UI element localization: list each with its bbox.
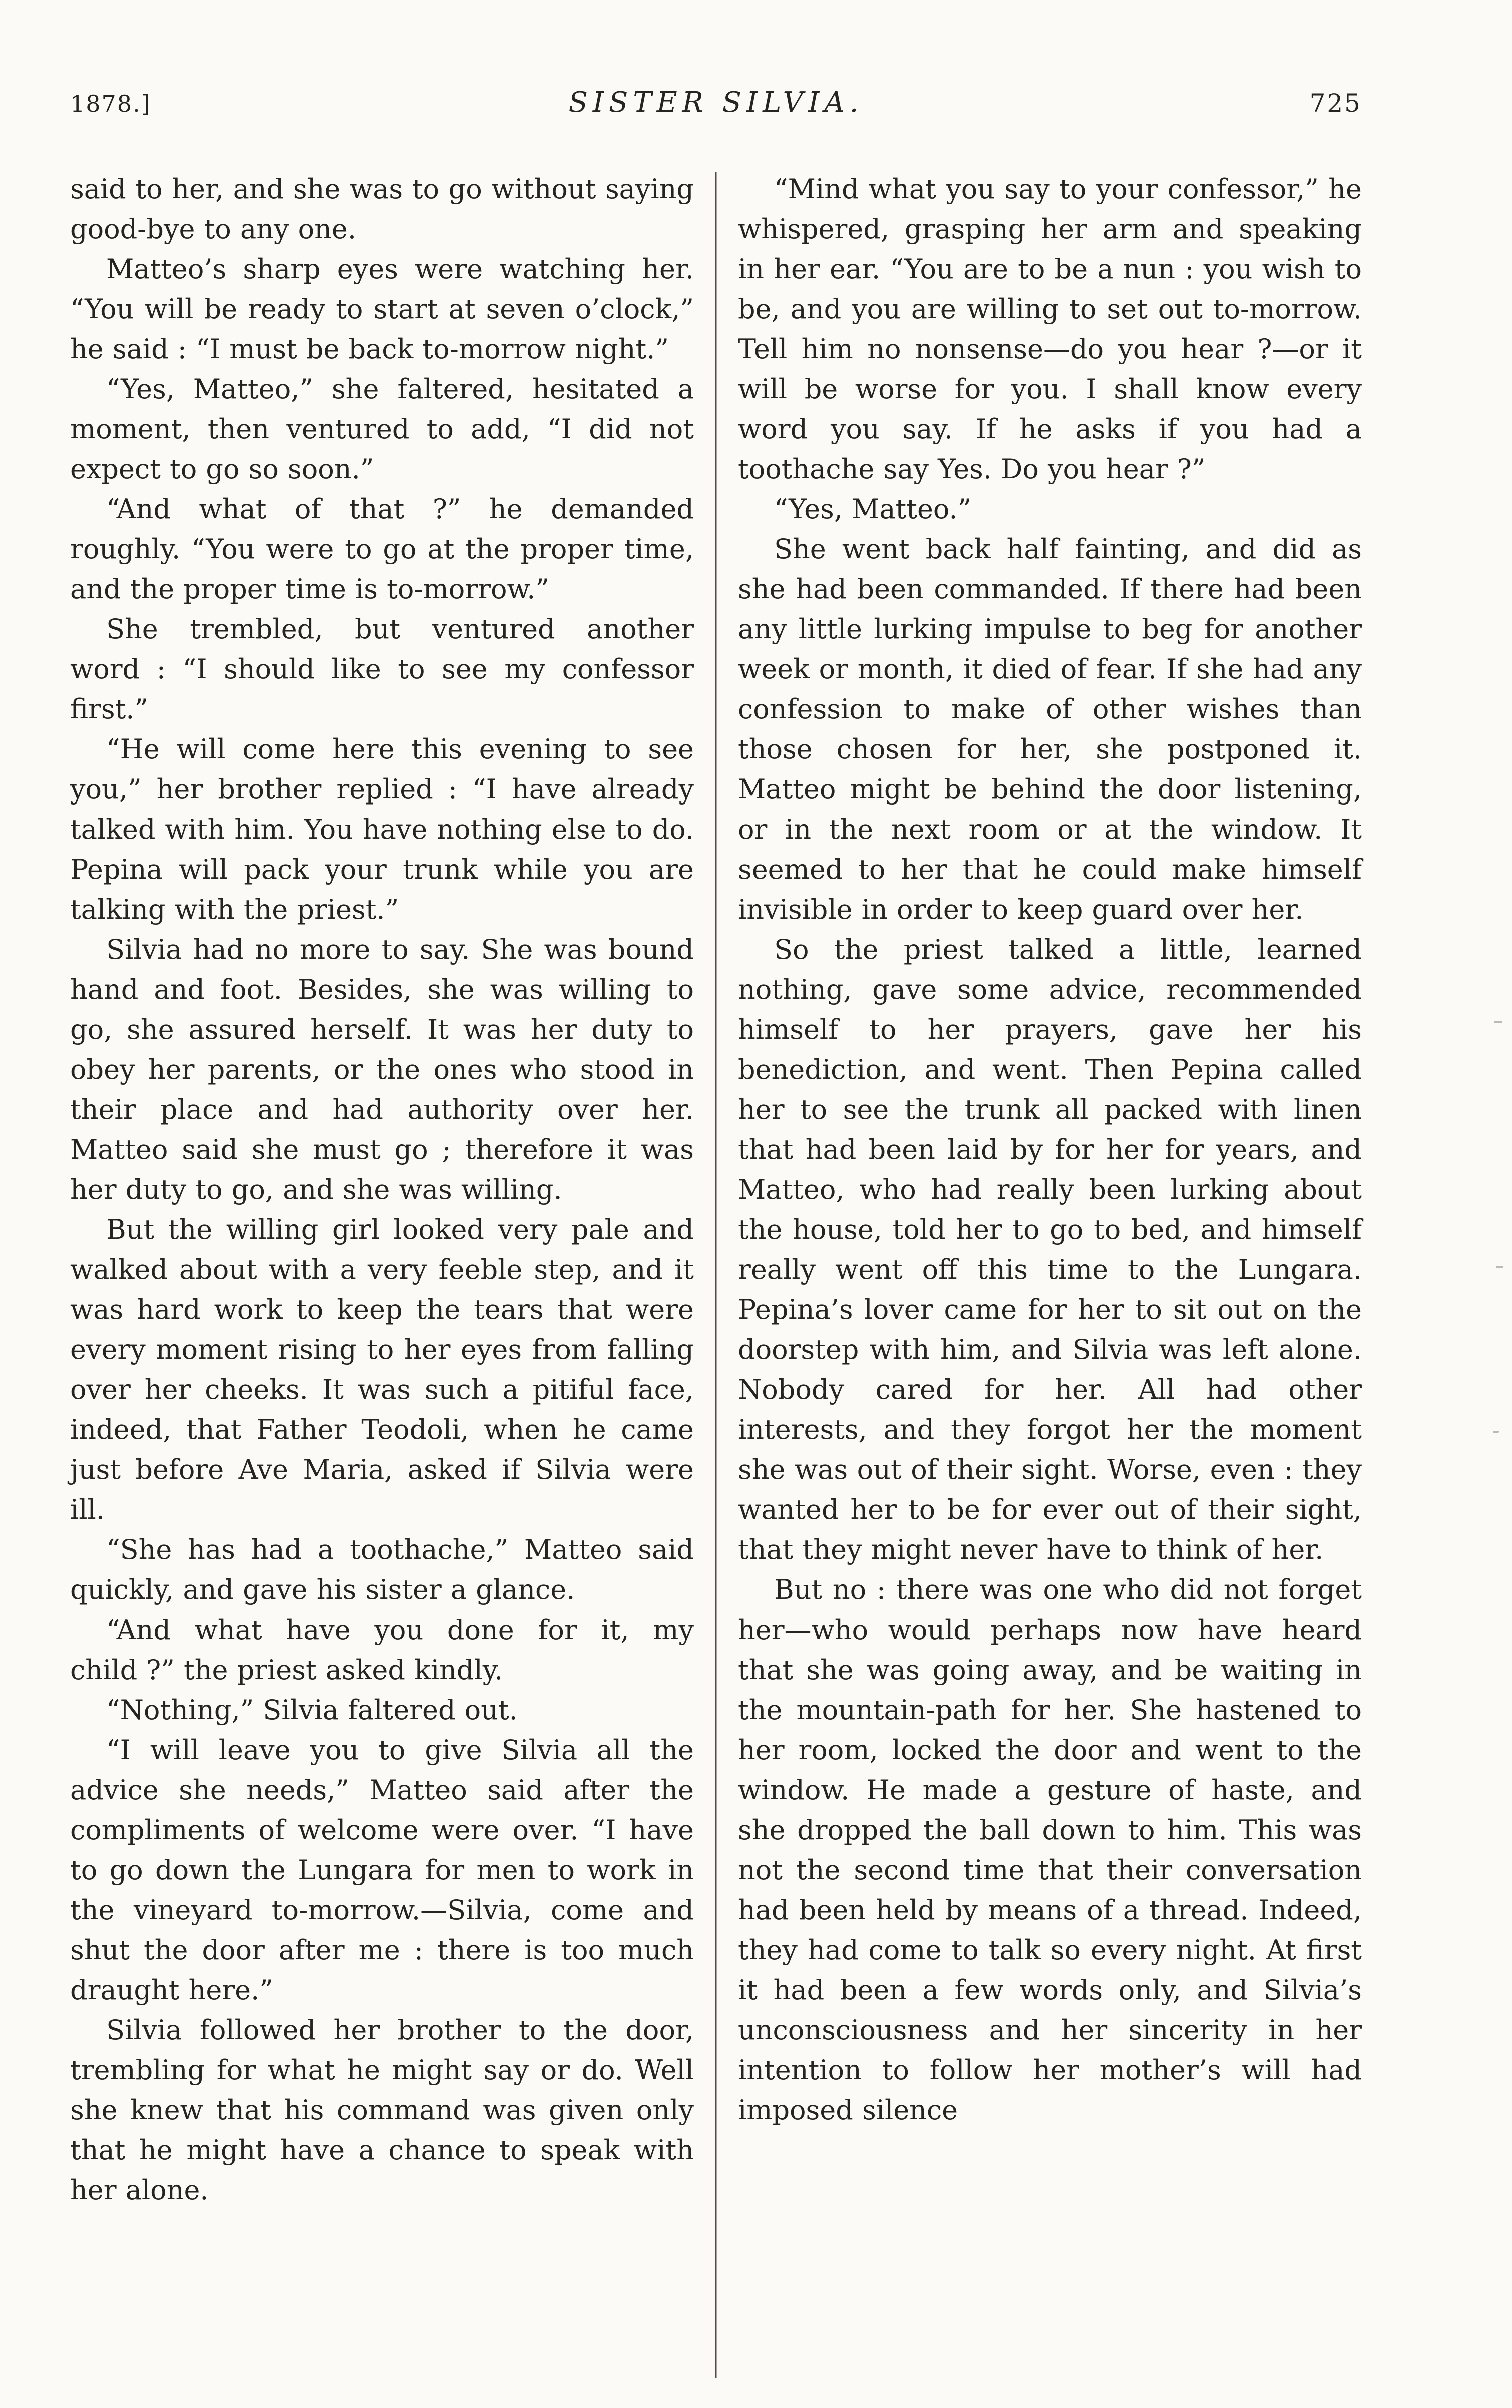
page-header: [70, 86, 1362, 119]
text-columns: [70, 169, 1362, 2408]
paragraph: “And what of that ?” he demanded roughly. “You were to go at the proper time, and the proper time is to-morrow.”: [70, 493, 694, 605]
paragraph: said to her, and she was to go without saying good-bye to any one.: [70, 173, 694, 245]
paragraph: Silvia followed her brother to the door, trembling for what he might say or do. Well she knew that his command was given only that he might have a chance to speak with her alone.: [70, 2014, 694, 2206]
page-number: 725: [1309, 89, 1362, 118]
paragraph: “I will leave you to give Silvia all the advice she needs,” Matteo said after the compliments of welcome were over. “I have to go down the Lungara for men to work in the vineyard to-morrow.—Silvia, come and shut the door after me : there is too much draught here.”: [70, 1734, 694, 2006]
scan-artifact: [1493, 1431, 1499, 1433]
column-divider-rule: [715, 172, 717, 2378]
paragraph: “He will come here this evening to see you,” her brother replied : “I have already talked with him. You have nothing else to do. Pepina will pack your trunk while you are talking with the priest.”: [70, 733, 694, 925]
paragraph: “She has had a toothache,” Matteo said quickly, and gave his sister a glance.: [70, 1534, 694, 1606]
paragraph: But the willing girl looked very pale and walked about with a very feeble step, and it was hard work to keep the tears that were every moment rising to her eyes from falling over her cheeks. It was such a pitiful face, indeed, that Father Teodoli, when he came just before Ave Maria, asked if Silvia were ill.: [70, 1214, 694, 1525]
paragraph: “And what have you done for it, my child ?” the priest asked kindly.: [70, 1614, 694, 1686]
paragraph: She trembled, but ventured another word : “I should like to see my confessor first.”: [70, 613, 694, 725]
left-column: [70, 169, 694, 2408]
paragraph: “Yes, Matteo.”: [774, 493, 972, 525]
paragraph: Matteo’s sharp eyes were watching her. “You will be ready to start at seven o’clock,” he said : “I must be back to-morrow night.”: [70, 253, 694, 365]
paragraph: “Nothing,” Silvia faltered out.: [106, 1694, 518, 1726]
paragraph: Silvia had no more to say. She was bound hand and foot. Besides, she was willing to go, she assured herself. It was her duty to obey her parents, or the ones who stood in their place and had authority over her. Matteo said she must go ; therefore it was her duty to go, and she was willing.: [70, 934, 694, 1205]
page-title: SISTER SILVIA.: [568, 86, 864, 119]
paragraph: She went back half fainting, and did as she had been commanded. If there had been any little lurking impulse to beg for another week or month, it died of fear. If she had any confession to make of other wishes than those chosen for her, she postponed it. Matteo might be behind the door listening, or in the next room or at the window. It seemed to her that he could make himself invisible in order to keep guard over her.: [738, 533, 1362, 925]
scan-artifact: [1496, 1266, 1503, 1268]
paragraph: “Yes, Matteo,” she faltered, hesitated a moment, then ventured to add, “I did not expect to go so soon.”: [70, 373, 694, 485]
paragraph: But no : there was one who did not forget her—who would perhaps now have heard that she was going away, and be waiting in the mountain-path for her. She hastened to her room, locked the door and went to the window. He made a gesture of haste, and she dropped the ball down to him. This was not the second time that their conversation had been held by means of a thread. Indeed, they had come to talk so every night. At first it had been a few words only, and Silvia’s unconsciousness and her sincerity in her intention to follow her mother’s will had imposed silence: [738, 1574, 1362, 2126]
scan-artifact: [1494, 1021, 1502, 1023]
paragraph: “Mind what you say to your confessor,” he whispered, grasping her arm and speaking in her ear. “You are to be a nun : you wish to be, and you are willing to set out to-morrow. Tell him no nonsense—do you hear ?—or it will be worse for you. I shall know every word you say. If he asks if you had a toothache say Yes. Do you hear ?”: [738, 173, 1362, 485]
paragraph: So the priest talked a little, learned nothing, gave some advice, recommended himself to her prayers, gave her his benediction, and went. Then Pepina called her to see the trunk all packed with linen that had been laid by for her for years, and Matteo, who had really been lurking about the house, told her to go to bed, and himself really went off this time to the Lungara. Pepina’s lover came for her to sit out on the doorstep with him, and Silvia was left alone. Nobody cared for her. All had other interests, and they forgot her the moment she was out of their sight. Worse, even : they wanted her to be for ever out of their sight, that they might never have to think of her.: [738, 934, 1362, 1565]
right-column: [738, 169, 1362, 2408]
header-year: 1878.]: [70, 90, 151, 117]
